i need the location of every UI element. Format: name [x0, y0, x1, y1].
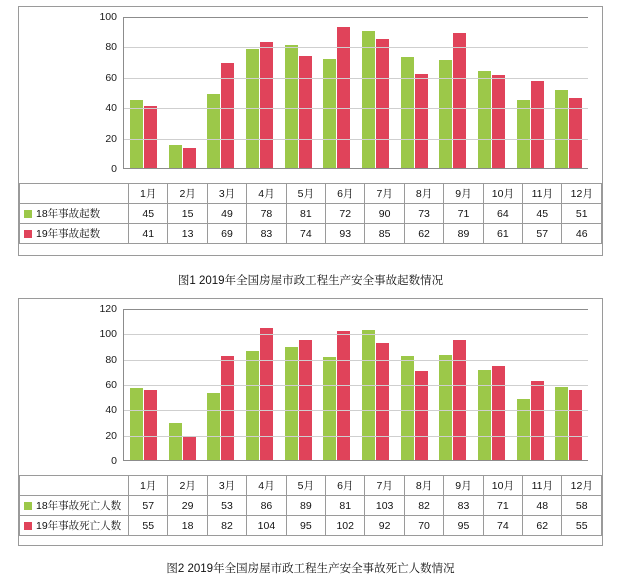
bar-group [356, 17, 395, 168]
data-cell: 82 [207, 516, 246, 536]
data-cell: 74 [483, 516, 522, 536]
data-cell: 69 [207, 224, 246, 244]
data-cell: 45 [523, 204, 562, 224]
month-header-cell: 7月 [365, 476, 404, 496]
month-header-cell: 5月 [286, 184, 325, 204]
chart-block-deaths [18, 298, 603, 546]
data-cell: 89 [286, 496, 325, 516]
bar-series1 [285, 347, 298, 460]
month-header-cell: 11月 [523, 476, 562, 496]
month-header-cell: 9月 [444, 476, 483, 496]
series-name-text: 18年事故起数 [36, 208, 101, 220]
data-cell: 83 [444, 496, 483, 516]
bar-series1 [362, 31, 375, 168]
bar-series1 [207, 393, 220, 460]
bar-series1 [478, 71, 491, 168]
bar-series2 [453, 33, 466, 168]
bar-series2 [376, 39, 389, 168]
bar-series2 [531, 81, 544, 168]
chart-block-accidents [18, 6, 603, 256]
bar-series1 [285, 45, 298, 168]
data-cell: 61 [483, 224, 522, 244]
gridline [124, 47, 588, 48]
month-header-cell: 8月 [404, 476, 443, 496]
bar-series2 [221, 63, 234, 168]
data-cell: 102 [326, 516, 365, 536]
data-cell: 53 [207, 496, 246, 516]
month-header-cell: 6月 [326, 184, 365, 204]
data-cell: 55 [129, 516, 168, 536]
month-header-cell: 11月 [523, 184, 562, 204]
bar-series2 [492, 366, 505, 460]
bar-group [317, 17, 356, 168]
bar-series1 [517, 399, 530, 460]
bar-series1 [362, 330, 375, 460]
data-cell: 55 [562, 516, 602, 536]
bar-series1 [478, 370, 491, 460]
month-header-cell: 1月 [129, 184, 168, 204]
bar-series1 [439, 60, 452, 168]
data-table-body-deaths [20, 476, 602, 536]
month-header-cell: 1月 [129, 476, 168, 496]
y-tick-label: 80 [105, 353, 117, 366]
bar-series2 [183, 148, 196, 168]
plot-area-deaths [19, 299, 602, 475]
bar-series2 [183, 437, 196, 460]
data-cell: 95 [444, 516, 483, 536]
y-tick-label: 0 [111, 163, 117, 175]
series-legend-label [20, 496, 129, 516]
bar-series2 [376, 343, 389, 460]
legend-swatch-icon [24, 210, 32, 218]
bar-group [511, 17, 550, 168]
month-header-cell: 3月 [207, 184, 246, 204]
data-cell: 89 [444, 224, 483, 244]
grid-area-accidents [123, 17, 588, 169]
table-row-months [20, 476, 602, 496]
y-tick-label: 100 [99, 11, 117, 23]
month-header-cell: 10月 [483, 184, 522, 204]
plot-area-accidents [19, 7, 602, 183]
y-tick-label: 40 [105, 102, 117, 115]
data-cell: 62 [404, 224, 443, 244]
legend-swatch-icon [24, 502, 32, 510]
data-table-body-accidents [20, 184, 602, 244]
series-legend-label [20, 204, 129, 224]
y-tick-label: 0 [111, 455, 117, 467]
bar-series1 [401, 57, 414, 168]
data-table-accidents [19, 183, 602, 244]
grid-area-deaths [123, 309, 588, 461]
table-row [20, 204, 602, 224]
bar-group [279, 17, 318, 168]
month-header-cell: 8月 [404, 184, 443, 204]
data-cell: 13 [168, 224, 207, 244]
data-cell: 104 [247, 516, 286, 536]
data-cell: 58 [562, 496, 602, 516]
series-name-text: 18年事故死亡人数 [36, 500, 122, 512]
gridline [124, 385, 588, 386]
y-tick-label: 80 [105, 41, 117, 54]
bar-group [163, 17, 202, 168]
data-cell: 73 [404, 204, 443, 224]
bar-series1 [130, 100, 143, 168]
legend-swatch-icon [24, 230, 32, 238]
bar-series2 [531, 381, 544, 460]
bar-series1 [555, 90, 568, 168]
series-legend-label [20, 516, 129, 536]
month-header-cell: 3月 [207, 476, 246, 496]
bar-series2 [260, 42, 273, 168]
data-cell: 86 [247, 496, 286, 516]
bar-series2 [144, 106, 157, 168]
y-axis-deaths [19, 299, 123, 475]
bar-series2 [144, 390, 157, 460]
data-cell: 74 [286, 224, 325, 244]
bar-series1 [207, 94, 220, 168]
data-cell: 95 [286, 516, 325, 536]
bar-series1 [169, 145, 182, 168]
bar-group [201, 17, 240, 168]
gridline [124, 410, 588, 411]
data-cell: 90 [365, 204, 404, 224]
gridline [124, 108, 588, 109]
data-cell: 51 [562, 204, 602, 224]
gridline [124, 360, 588, 361]
bar-group [549, 17, 588, 168]
data-table-deaths [19, 475, 602, 536]
data-cell: 49 [207, 204, 246, 224]
table-row [20, 224, 602, 244]
data-cell: 70 [404, 516, 443, 536]
gridline [124, 309, 588, 310]
month-header-cell: 12月 [562, 476, 602, 496]
data-cell: 64 [483, 204, 522, 224]
bar-series2 [492, 75, 505, 168]
y-tick-label: 40 [105, 404, 117, 417]
bar-group [433, 17, 472, 168]
figure-caption-1: 图1 2019年全国房屋市政工程生产安全事故起数情况 [177, 275, 444, 287]
data-cell: 81 [286, 204, 325, 224]
data-cell: 41 [129, 224, 168, 244]
data-cell: 81 [326, 496, 365, 516]
y-tick-label: 20 [105, 132, 117, 145]
bar-series1 [517, 100, 530, 168]
legend-swatch-icon [24, 522, 32, 530]
gridline [124, 139, 588, 140]
month-header-cell: 4月 [247, 184, 286, 204]
month-header-cell: 2月 [168, 184, 207, 204]
data-cell: 83 [247, 224, 286, 244]
gridline [124, 334, 588, 335]
data-cell: 103 [365, 496, 404, 516]
data-cell: 78 [247, 204, 286, 224]
bar-group [472, 17, 511, 168]
bar-group [124, 17, 163, 168]
bar-series2 [415, 74, 428, 168]
data-cell: 15 [168, 204, 207, 224]
data-cell: 46 [562, 224, 602, 244]
bar-series2 [453, 340, 466, 460]
table-corner-cell [20, 184, 129, 204]
series-legend-label [20, 224, 129, 244]
bar-series2 [299, 56, 312, 168]
bar-series1 [323, 357, 336, 460]
gridline [124, 436, 588, 437]
table-row-months [20, 184, 602, 204]
bar-series1 [169, 423, 182, 460]
gridline [124, 78, 588, 79]
y-tick-label: 120 [99, 303, 117, 315]
bar-group [240, 17, 279, 168]
y-tick-label: 20 [105, 429, 117, 442]
bar-series1 [555, 387, 568, 460]
series-name-text: 19年事故死亡人数 [36, 520, 122, 532]
month-header-cell: 6月 [326, 476, 365, 496]
gridline [124, 17, 588, 18]
month-header-cell: 2月 [168, 476, 207, 496]
month-header-cell: 12月 [562, 184, 602, 204]
data-cell: 18 [168, 516, 207, 536]
data-cell: 45 [129, 204, 168, 224]
bar-series1 [439, 355, 452, 460]
data-cell: 62 [523, 516, 562, 536]
data-cell: 71 [483, 496, 522, 516]
table-row [20, 516, 602, 536]
data-cell: 82 [404, 496, 443, 516]
data-cell: 48 [523, 496, 562, 516]
month-header-cell: 4月 [247, 476, 286, 496]
bar-series1 [323, 59, 336, 168]
y-tick-label: 60 [105, 379, 117, 391]
data-cell: 57 [129, 496, 168, 516]
month-header-cell: 7月 [365, 184, 404, 204]
bar-series2 [221, 356, 234, 460]
table-corner-cell [20, 476, 129, 496]
month-header-cell: 5月 [286, 476, 325, 496]
bar-series2 [569, 390, 582, 460]
y-tick-label: 100 [99, 328, 117, 341]
data-cell: 71 [444, 204, 483, 224]
bars-layer-accidents [124, 17, 588, 168]
bar-series1 [401, 356, 414, 460]
table-row [20, 496, 602, 516]
data-cell: 72 [326, 204, 365, 224]
data-cell: 57 [523, 224, 562, 244]
bar-series2 [337, 331, 350, 460]
month-header-cell: 10月 [483, 476, 522, 496]
month-header-cell: 9月 [444, 184, 483, 204]
data-cell: 92 [365, 516, 404, 536]
figure-caption-2: 图2 2019年全国房屋市政工程生产安全事故死亡人数情况 [166, 563, 455, 575]
data-cell: 93 [326, 224, 365, 244]
bar-series2 [299, 340, 312, 460]
y-axis-accidents [19, 7, 123, 183]
series-name-text: 19年事故起数 [36, 228, 101, 240]
bar-series1 [130, 388, 143, 460]
bar-group [395, 17, 434, 168]
bar-series2 [260, 328, 273, 460]
bar-series1 [246, 351, 259, 460]
data-cell: 29 [168, 496, 207, 516]
y-tick-label: 60 [105, 71, 117, 84]
data-cell: 85 [365, 224, 404, 244]
